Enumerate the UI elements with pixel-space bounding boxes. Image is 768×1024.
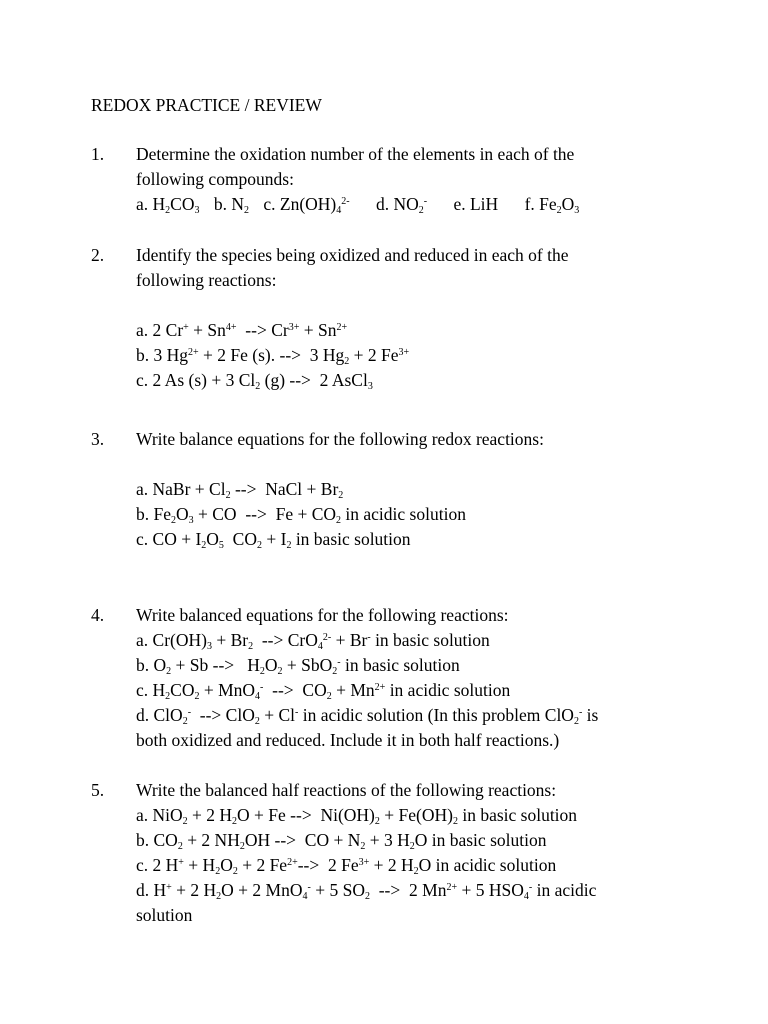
compound-list: a. H2CO3 b. N2 c. $Zn(OH)4^{2-}$ d. NO2- e. LiH f. Fe2O3 (136, 194, 580, 216)
reaction-item: a. NaBr + Cl2 --> NaCl + Br2 (136, 479, 344, 501)
reaction-item: a. Cr(OH)3 + Br2 --> $CrO4^{2-} + Br^-$ in basic solution (136, 630, 490, 652)
question-prompt-line: following reactions: (136, 270, 277, 290)
question-prompt-line: Determine the oxidation number of the elements in each of the (136, 144, 575, 164)
reaction-item: b. Fe2O3 + CO --> Fe + CO2 in acidic solution (136, 504, 466, 526)
document-title: REDOX PRACTICE / REVIEW (91, 95, 322, 115)
question-number: 5. (91, 780, 105, 800)
reaction-item: c. 2 H+ + H2O2 + 2 $Fe^{2+}--> 2$ $Fe^{3+} + 2$ H2O in acidic solution (136, 855, 557, 877)
reaction-item: c. H2CO2 + MnO4- --> $CO2 + Mn^{2+}$ in acidic solution (136, 680, 511, 702)
reaction-item: b. 3 $Hg^{2+} + 2$ Fe (s). --> 3 Hg2 + 2 $Fe^{3+}$ (136, 345, 410, 367)
question-prompt-line: Write balance equations for the following redox reactions: (136, 429, 544, 449)
reaction-item: c. 2 As (s) + 3 Cl2 (g) --> 2 AsCl3 (136, 370, 373, 392)
reaction-item: d. H+ + 2 H2O + 2 MnO4- + 5 SO2 --> 2 $Mn^{2+} + 5$ HSO4- in acidic (136, 880, 597, 902)
question-3 (91, 427, 691, 552)
reaction-item-continued: solution (136, 905, 193, 925)
reaction-item: a. 2 $Cr^+ + Sn^{4+}$ --> $Cr^{3+} + Sn^{2+}$ (136, 320, 348, 340)
reaction-item: b. CO2 + 2 NH2OH --> CO + N2 + 3 H2O in basic solution (136, 830, 547, 852)
question-prompt-line: following compounds: (136, 169, 294, 189)
reaction-item-continued: both oxidized and reduced. Include it in both half reactions.) (136, 730, 560, 750)
question-5 (91, 778, 691, 928)
question-number: 3. (91, 429, 105, 449)
question-2 (91, 243, 691, 393)
reaction-item: d. ClO2- --> ClO2 + Cl- in acidic solution (In this problem ClO2- is (136, 705, 599, 727)
question-prompt-line: Identify the species being oxidized and reduced in each of the (136, 245, 569, 265)
question-number: 1. (91, 144, 105, 164)
question-number: 2. (91, 245, 105, 265)
question-prompt-line: Write the balanced half reactions of the following reactions: (136, 780, 557, 800)
question-1 (91, 142, 691, 217)
question-prompt-line: Write balanced equations for the following reactions: (136, 605, 509, 625)
question-4 (91, 603, 691, 753)
reaction-item: b. O2 + Sb --> H2O2 + SbO2- in basic solution (136, 655, 460, 677)
question-number: 4. (91, 605, 105, 625)
reaction-item: c. CO + I2O5 CO2 + I2 in basic solution (136, 529, 411, 551)
reaction-item: a. NiO2 + 2 H2O + Fe --> Ni(OH)2 + Fe(OH)2 in basic solution (136, 805, 578, 827)
